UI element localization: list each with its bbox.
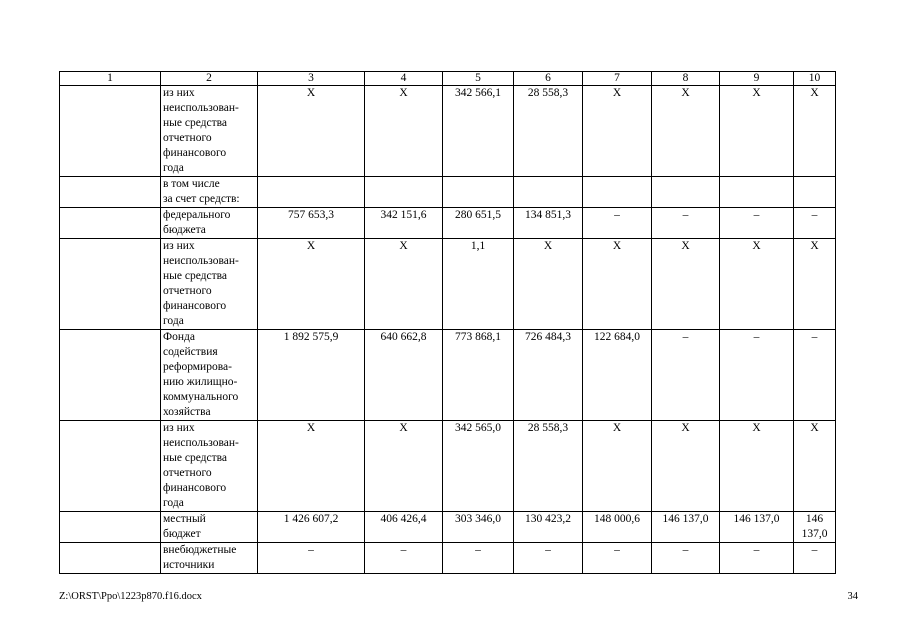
value-cell: – [652, 543, 720, 574]
value-cell: 406 426,4 [365, 512, 443, 543]
value-cell: 134 851,3 [514, 208, 583, 239]
header-cell: 8 [652, 72, 720, 86]
value-cell: 280 651,5 [443, 208, 514, 239]
value-cell: X [652, 239, 720, 330]
table-row [60, 330, 836, 421]
value-cell: X [652, 86, 720, 177]
table-row [60, 512, 836, 543]
data-table [59, 71, 836, 574]
value-cell: 1,1 [443, 239, 514, 330]
value-cell: X [258, 86, 365, 177]
value-cell: 122 684,0 [583, 330, 652, 421]
value-cell: X [583, 421, 652, 512]
value-cell [443, 177, 514, 208]
value-cell: X [583, 86, 652, 177]
value-cell: X [258, 239, 365, 330]
value-cell: X [583, 239, 652, 330]
header-cell: 2 [161, 72, 258, 86]
header-cell: 5 [443, 72, 514, 86]
value-cell: – [720, 208, 794, 239]
value-cell: 130 423,2 [514, 512, 583, 543]
table-row [60, 543, 836, 574]
value-cell: 1 892 575,9 [258, 330, 365, 421]
header-cell: 9 [720, 72, 794, 86]
value-cell: X [365, 86, 443, 177]
value-cell: 640 662,8 [365, 330, 443, 421]
value-cell: X [794, 421, 836, 512]
value-cell: – [365, 543, 443, 574]
row-group-cell [60, 86, 161, 177]
value-cell: – [720, 543, 794, 574]
table-row [60, 239, 836, 330]
value-cell: – [720, 330, 794, 421]
row-label-cell: внебюджетные источники [161, 543, 258, 574]
value-cell: 146 137,0 [720, 512, 794, 543]
value-cell: 342 566,1 [443, 86, 514, 177]
table-row [60, 177, 836, 208]
value-cell: X [365, 239, 443, 330]
value-cell: X [514, 239, 583, 330]
table-body [60, 72, 836, 574]
value-cell: X [365, 421, 443, 512]
value-cell: X [720, 239, 794, 330]
row-label-cell: Фонда содействия реформирова- нию жилищно- коммунального хозяйства [161, 330, 258, 421]
value-cell: 148 000,6 [583, 512, 652, 543]
value-cell: X [720, 421, 794, 512]
value-cell: X [258, 421, 365, 512]
value-cell: 1 426 607,2 [258, 512, 365, 543]
value-cell [794, 177, 836, 208]
value-cell: 28 558,3 [514, 86, 583, 177]
value-cell: – [794, 543, 836, 574]
row-label-cell: из них неиспользован- ные средства отчетного финансового года [161, 239, 258, 330]
row-label-cell: в том числе за счет средств: [161, 177, 258, 208]
value-cell: 757 653,3 [258, 208, 365, 239]
footer-file-path: Z:\ORST\Ppo\1223p870.f16.docx [59, 591, 202, 602]
value-cell: – [652, 208, 720, 239]
row-group-cell [60, 421, 161, 512]
header-cell: 6 [514, 72, 583, 86]
value-cell: X [794, 239, 836, 330]
value-cell: 303 346,0 [443, 512, 514, 543]
header-cell: 4 [365, 72, 443, 86]
header-row [60, 72, 836, 86]
header-cell: 3 [258, 72, 365, 86]
row-group-cell [60, 543, 161, 574]
value-cell: 342 151,6 [365, 208, 443, 239]
value-cell [652, 177, 720, 208]
value-cell: – [443, 543, 514, 574]
value-cell: – [794, 330, 836, 421]
value-cell: – [514, 543, 583, 574]
value-cell [720, 177, 794, 208]
table-row [60, 86, 836, 177]
row-label-cell: из них неиспользован- ные средства отчетного финансового года [161, 421, 258, 512]
value-cell: X [720, 86, 794, 177]
header-cell: 7 [583, 72, 652, 86]
value-cell [514, 177, 583, 208]
value-cell: 146 137,0 [652, 512, 720, 543]
table-row [60, 208, 836, 239]
row-label-cell: местный бюджет [161, 512, 258, 543]
table-row [60, 421, 836, 512]
value-cell: 28 558,3 [514, 421, 583, 512]
value-cell: – [583, 543, 652, 574]
value-cell [258, 177, 365, 208]
value-cell: – [583, 208, 652, 239]
header-cell: 1 [60, 72, 161, 86]
value-cell: X [794, 86, 836, 177]
row-group-cell [60, 239, 161, 330]
value-cell: – [258, 543, 365, 574]
value-cell: 773 868,1 [443, 330, 514, 421]
value-cell: 342 565,0 [443, 421, 514, 512]
value-cell: 146 137,0 [794, 512, 836, 543]
row-group-cell [60, 177, 161, 208]
value-cell: 726 484,3 [514, 330, 583, 421]
value-cell: – [794, 208, 836, 239]
row-label-cell: федерального бюджета [161, 208, 258, 239]
row-group-cell [60, 208, 161, 239]
row-label-cell: из них неиспользован- ные средства отчетного финансового года [161, 86, 258, 177]
page-number: 34 [847, 591, 858, 602]
value-cell [365, 177, 443, 208]
value-cell: – [652, 330, 720, 421]
header-cell: 10 [794, 72, 836, 86]
row-group-cell [60, 512, 161, 543]
value-cell [583, 177, 652, 208]
value-cell: X [652, 421, 720, 512]
row-group-cell [60, 330, 161, 421]
